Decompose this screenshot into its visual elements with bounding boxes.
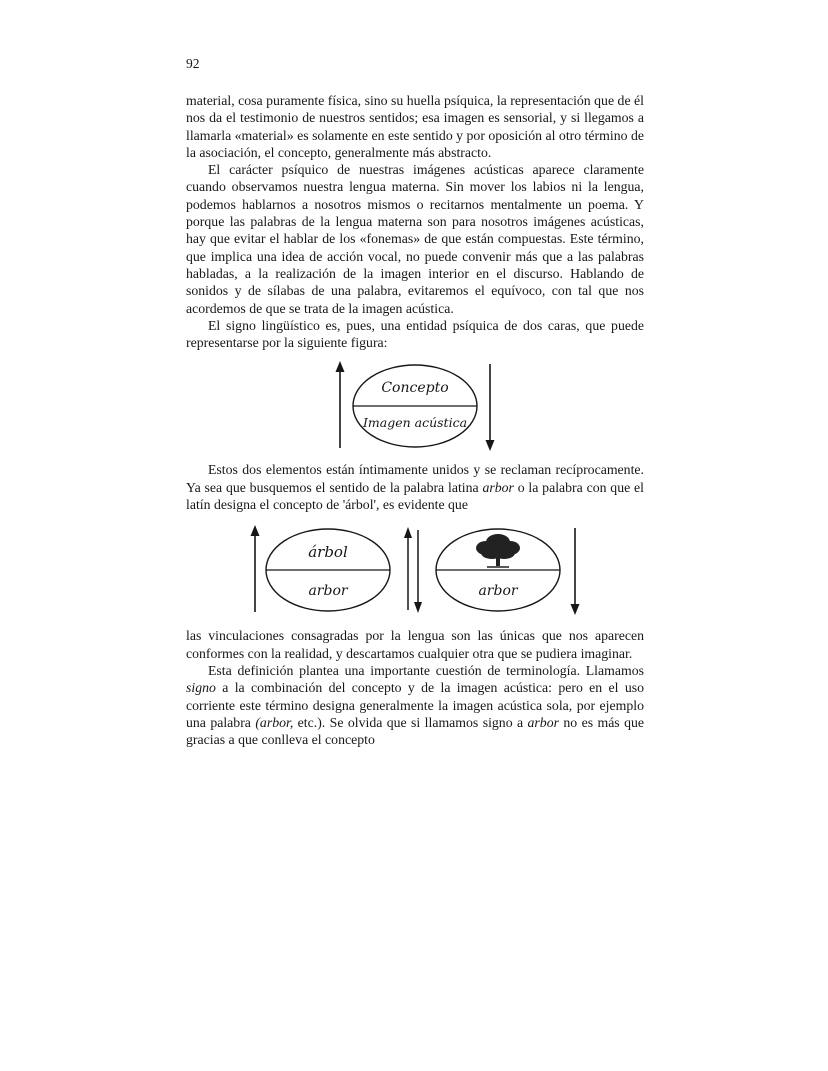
page-number: 92 [186,56,200,71]
down-arrow-icon [414,530,422,613]
figure-sign-diagram [186,359,644,453]
page-content [186,56,644,748]
paragraph-vinculaciones: las vinculaciones consagradas por la lengua son las únicas que nos aparecen conformes con la realidad, y descartamos cualquier otra que se pudiera imaginar. [186,628,644,661]
paragraph-signo-linguistico: El signo lingüístico es, pues, una entidad psíquica de dos caras, que puede representarse por la siguiente figura: [186,317,644,351]
paragraph-material: material, cosa puramente física, sino su huella psíquica, la representación que de él nos da el testimonio de nuestros sentidos; esa imagen es sensorial, y si llegamos a llamarla «material» es solamente en este sentido y por oposición al otro término de la asociación, el concepto, generalmente más abstracto. [186,93,644,160]
down-arrow-icon [486,364,495,451]
paragraph-definicion-terminologia: Esta definición plantea una importante cuestión de terminología. Llamamos signo a la combinación del concepto y de la imagen acústica: pero en el uso corriente este término designa generalmente la imagen acústica sola, por ejemplo una palabra (arbor, etc.). Se olvida que si llamamos signo a arbor no es más que gracias a que conlleva el concepto [186,662,645,748]
concept-label: Concepto [381,380,449,397]
arbor-label-left: arbor [308,583,348,600]
arbor-diagram-svg [242,521,588,619]
arbol-label: árbol [308,543,348,562]
paragraph-estos-dos: Estos dos elementos están íntimamente unidos y se reclaman recíprocamente. Ya sea que busquemos el sentido de la palabra latina arbor o la palabra con que el latín designa el concepto de 'árbol', es evidente que [186,462,644,513]
sign-diagram-svg [327,359,503,453]
up-arrow-icon [251,525,260,612]
tree-icon [476,534,520,567]
figure-arbor-diagram [186,521,644,619]
up-arrow-icon [336,361,345,448]
up-arrow-icon [404,527,412,610]
down-arrow-icon [571,528,580,615]
acoustic-image-label: Imagen acústica [362,415,468,431]
arbor-label-right: arbor [478,583,518,600]
paragraph-caracter-psiquico: El carácter psíquico de nuestras imágenes acústicas aparece claramente cuando observamos nuestra lengua materna. Sin mover los labios ni la lengua, podemos hablarnos a nosotros mismos o recitarnos mentalmente un poema. Y porque las palabras de la lengua materna son para nosotros imágenes acústicas, hay que evitar el hablar de los «fonemas» de que están compuestas. Este término, que implica una idea de acción vocal, no puede convenir más que a las palabras habladas, a la realización de la imagen interior en el discurso. Hablando de sonidos y de sílabas de una palabra, evitaremos el equívoco, con tal que nos acordemos de que se trata de la imagen acústica. [186,162,644,316]
